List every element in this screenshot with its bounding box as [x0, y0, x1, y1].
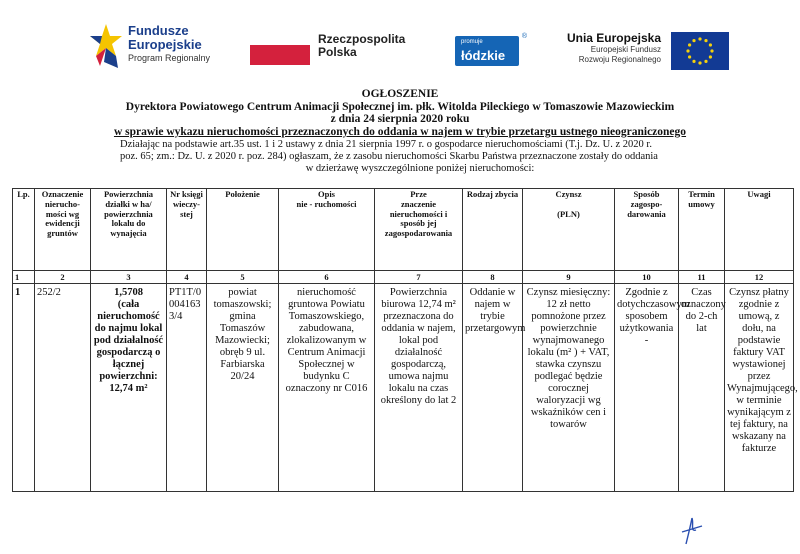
intro-text [120, 139, 720, 175]
col-opis-header-b: nie - ruchomości [296, 198, 357, 209]
col-number: 5 [207, 271, 279, 284]
ue-line2: Europejski Fundusz [590, 45, 661, 54]
col-przeznaczenie-header [375, 189, 463, 271]
fe-star-icon [88, 22, 124, 68]
col-lp-header: Lp. [13, 189, 35, 271]
intro-line1: Działając na podstawie art.35 ust. 1 i 2 ustawy z dnia 21 sierpnia 1997 r. o gospodarce nieruchomościami (T.j. Dz. U. z 2020 r. [120, 139, 652, 150]
cell-termin: Czas oznaczony do 2-ch lat [679, 284, 725, 492]
cell-powierzchnia-value: 1,5708 [114, 287, 143, 298]
fe-text [128, 24, 210, 64]
rp-line2: Polska [318, 45, 357, 59]
table-header-row [13, 189, 794, 271]
col-polozenie-header: Położenie [207, 189, 279, 271]
cell-czynsz: Czynsz miesięczny: 12 zł netto pomnożone przez powierzchnie wynajmowanego lokalu (m² ) + VAT, stawka czynszu podlegać będzie corocznej waloryzacji wg wskaźników cen i towarów [523, 284, 615, 492]
cell-lp: 1 [13, 284, 35, 492]
cell-sposob-dash: - [644, 335, 649, 346]
ue-text [561, 31, 661, 65]
lodz-reg: ® [521, 33, 527, 40]
col-number: 9 [523, 271, 615, 284]
intro-line3: w dzierżawę wyszczególnione poniżej nieruchomości: [305, 163, 535, 174]
col-oznaczenie-header: Oznaczenie nierucho-mości wg ewidencji gruntów [35, 189, 91, 271]
col-number: 4 [167, 271, 207, 284]
col-sposob-header: Sposób zagospo-darowania [615, 189, 679, 271]
logo-bar [0, 0, 800, 80]
polish-flag-icon [250, 45, 310, 65]
col-przeznaczenie-header-a: Prze [410, 189, 427, 199]
cell-opis: nieruchomość gruntowa Powiatu Tomaszowskiego, zabudowana, zlokalizowanym w Centrum Animacji Społecznej w budynku C oznaczony nr C016 [279, 284, 375, 492]
cell-sposob [615, 284, 690, 492]
rp-text [318, 33, 405, 59]
table-number-row [13, 271, 794, 284]
signature-mark [672, 510, 712, 550]
cell-przeznaczenie: Powierzchnia biurowa 12,74 m² przeznaczona do oddania w najem, lokal pod działalność gospodarczą, umowa najmu lokalu na czas określony do lat 2 [375, 284, 463, 492]
col-czynsz-header [523, 189, 615, 271]
ue-line3: Rozwoju Regionalnego [578, 55, 661, 64]
col-number: 11 [679, 271, 725, 284]
header-subject: w sprawie wykazu nieruchomości przeznaczonych do oddania w najem w trybie przetargu ustnego nieograniczonego [113, 125, 687, 138]
col-number: 7 [375, 271, 463, 284]
cell-polozenie: powiat tomaszowski; gmina Tomaszów Mazowiecki; obręb 9 ul. Farbiarska 20/24 [207, 284, 279, 492]
col-przeznaczenie-header-b: znaczenie nieruchomości i sposób jej zagospodarowania [384, 198, 453, 239]
col-number: 12 [725, 271, 794, 284]
col-czynsz-header-a: Czynsz [555, 189, 582, 199]
col-number: 8 [463, 271, 523, 284]
eu-flag-icon [671, 32, 729, 70]
col-number: 3 [91, 271, 167, 284]
cell-ksiega-c: 3/4 [169, 311, 183, 322]
cell-sposob-text: Zgodnie z dotychczasowym sposobem użytkowania [617, 287, 690, 334]
cell-ksiega-b: 004163 [169, 299, 201, 310]
col-number: 6 [279, 271, 375, 284]
header-title: OGŁOSZENIE [361, 88, 439, 100]
col-number: 2 [35, 271, 91, 284]
fe-line3: Program Regionalny [128, 53, 211, 63]
col-opis-header [279, 189, 375, 271]
col-ksiega-header: Nr księgi wieczy-stej [167, 189, 207, 271]
rp-line1: Rzeczpospolita [318, 32, 406, 46]
lodzkie-logo [455, 33, 527, 66]
cell-powierzchnia [91, 284, 167, 492]
ue-line1: Unia Europejska [566, 31, 661, 45]
fe-line2: Europejskie [128, 37, 202, 52]
cell-ksiega-a: PT1T/0 [169, 287, 202, 298]
col-number: 1 [13, 271, 35, 284]
header-date: z dnia 24 sierpnia 2020 roku [330, 113, 470, 125]
col-czynsz-header-b: (PLN) [557, 208, 580, 219]
col-powierzchnia-header: Powierzchnia działki w ha/ powierzchnia lokalu do wynajęcia [91, 189, 167, 271]
col-rodzaj-header: Rodzaj zbycia [463, 189, 523, 271]
fe-line1: Fundusze [128, 23, 189, 38]
intro-line2: poz. 65; zm.: Dz. U. z 2020 r. poz. 284) ogłaszam, że z zasobu nieruchomości Skarbu Państwa przeznaczone zostały do oddania [120, 151, 658, 162]
col-number: 10 [615, 271, 679, 284]
property-table [12, 188, 798, 492]
cell-rodzaj: Oddanie w najem w trybie przetargowym [463, 284, 523, 492]
cell-uwagi: Czynsz płatny zgodnie z umową, z dołu, na podstawie faktury VAT wystawionej przez Wynajmującego, w terminie wynikającym z tej faktury, na wskazany na fakturze [725, 284, 794, 492]
lodz-big: łódzkie [461, 48, 506, 63]
cell-oznaczenie: 252/2 [35, 284, 91, 492]
fundusze-europejskie-logo [88, 22, 228, 72]
col-opis-header-a: Opis [317, 189, 335, 199]
lodz-small: promuje [461, 39, 483, 45]
header-issuer: Dyrektora Powiatowego Centrum Animacji Społecznej im. płk. Witolda Pileckiego w Tomaszowie Mazowieckim [125, 100, 675, 113]
table-row [13, 284, 794, 492]
col-termin-header: Termin umowy [679, 189, 725, 271]
col-uwagi-header: Uwagi [725, 189, 794, 271]
announcement-header [0, 88, 800, 138]
cell-ksiega [167, 284, 207, 492]
cell-powierzchnia-desc: (cała nieruchomość do najmu lokal pod działalność gospodarczą o łącznej powierzchni: 12,74 m² [93, 299, 164, 394]
